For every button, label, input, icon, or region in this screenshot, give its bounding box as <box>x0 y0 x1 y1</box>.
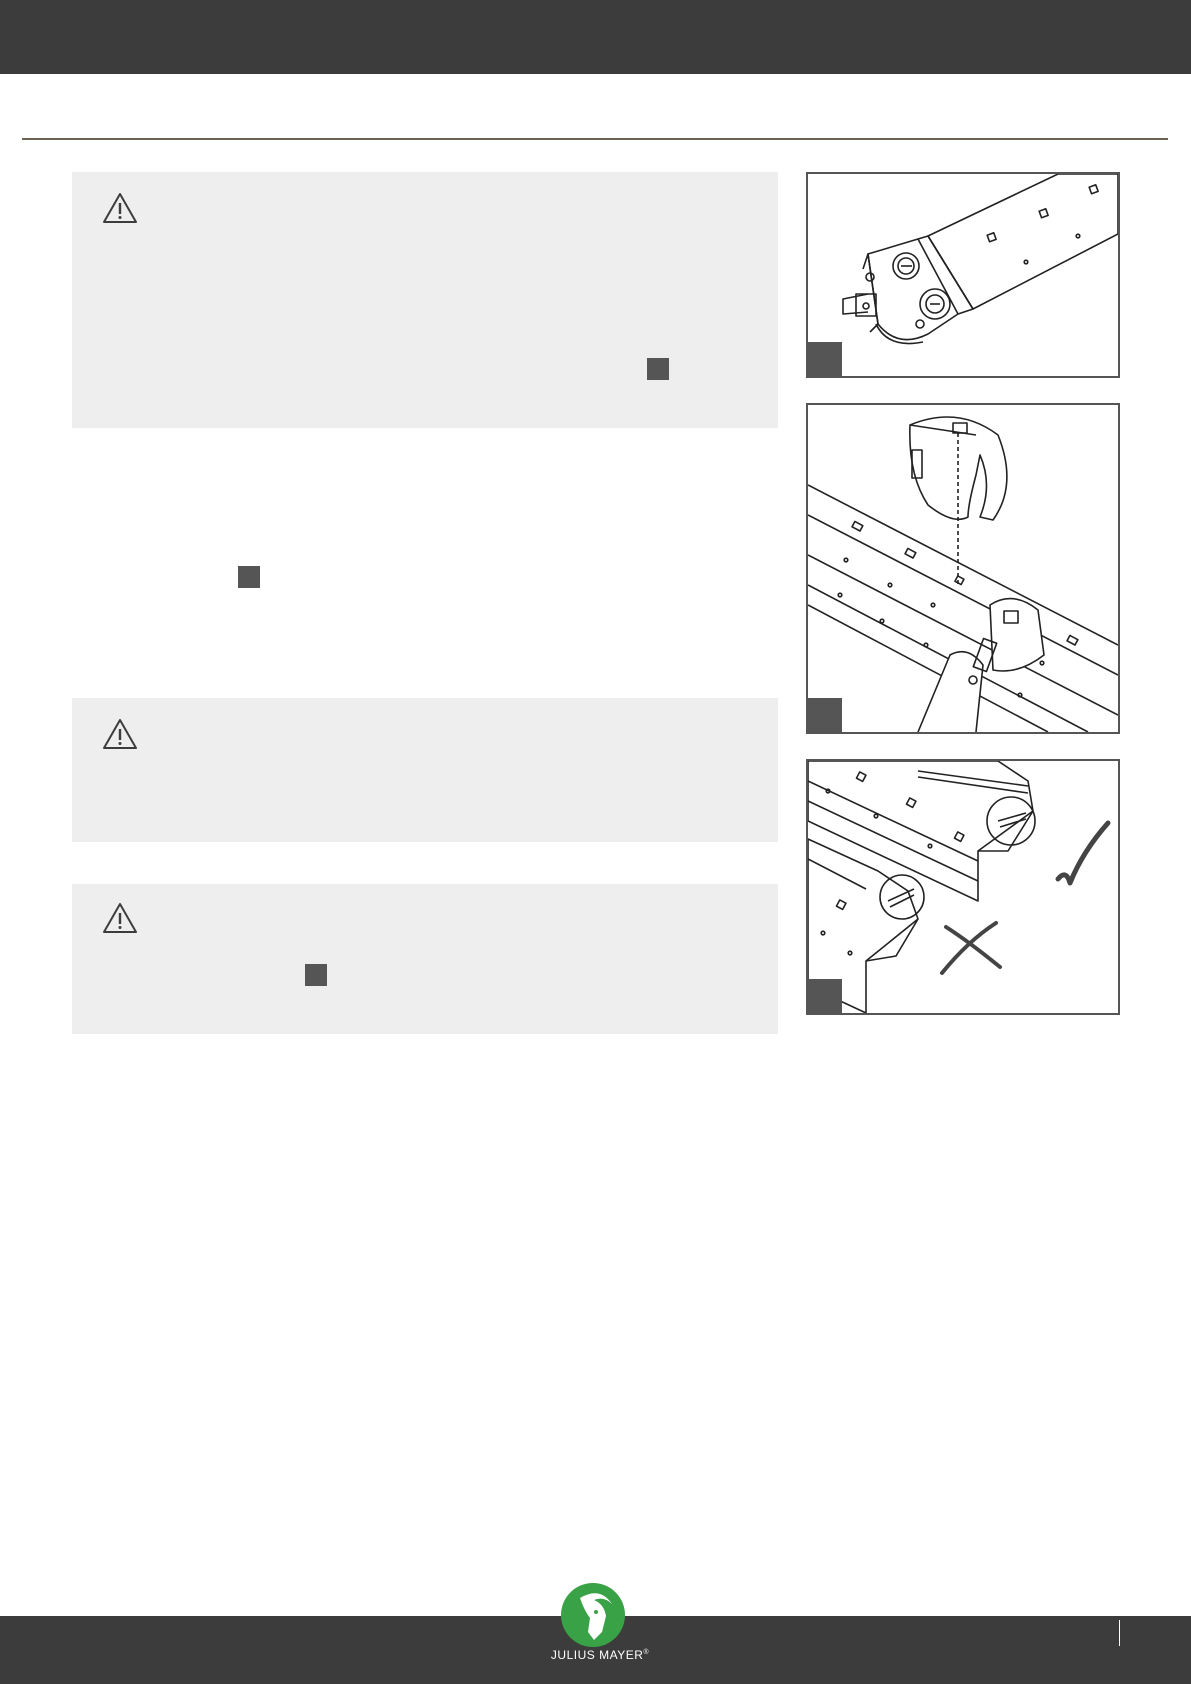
page-number-separator <box>1119 1620 1120 1646</box>
orientation-comparison-drawing <box>808 761 1118 1013</box>
warning-triangle-icon <box>102 718 138 750</box>
figure-number-badge <box>808 342 842 376</box>
top-header-bar <box>0 0 1191 74</box>
ibex-goat-logo <box>560 1582 626 1648</box>
figure-reference-marker <box>305 964 327 986</box>
clamp-assembly-drawing <box>808 405 1118 732</box>
warning-triangle-icon <box>102 902 138 934</box>
warning-note-3 <box>72 884 778 1034</box>
figure-number-badge <box>808 979 842 1013</box>
warning-triangle-icon <box>102 192 138 224</box>
figure-1-tube-motor-end <box>806 172 1120 378</box>
figure-2-clamp-assembly <box>806 403 1120 734</box>
warning-note-2 <box>72 698 778 842</box>
registered-mark: ® <box>643 1649 650 1656</box>
brand-name: JULIUS MAYER <box>550 1648 644 1662</box>
header-rule <box>22 138 1168 140</box>
brand-wordmark <box>500 1648 700 1662</box>
warning-note-1 <box>72 172 778 428</box>
figure-3-correct-incorrect-orientation <box>806 759 1120 1015</box>
figure-number-badge <box>808 698 842 732</box>
figure-reference-marker <box>238 566 260 588</box>
figure-reference-marker <box>647 358 669 380</box>
tube-motor-end-drawing <box>808 174 1118 376</box>
